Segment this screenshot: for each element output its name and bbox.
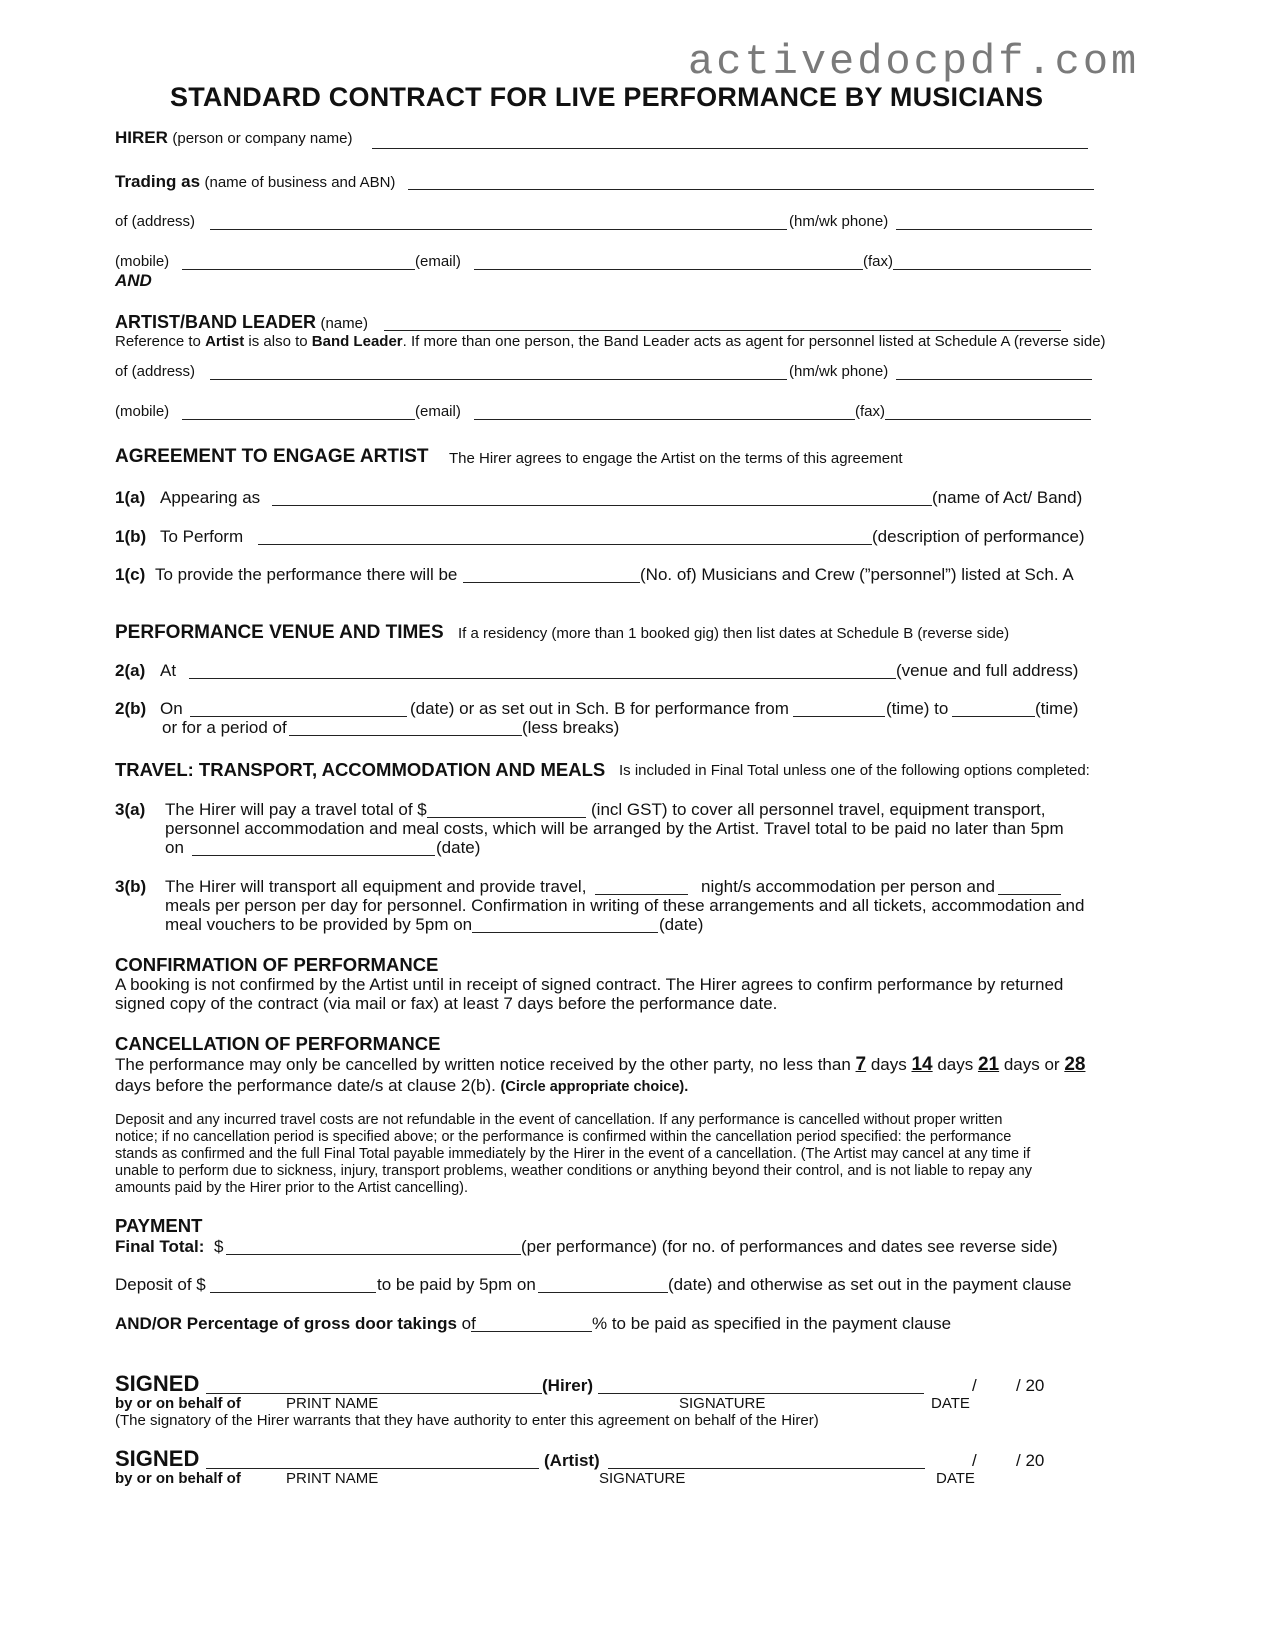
cancel-text: The performance may only be cancelled by written notice received by the other party, no less than bbox=[115, 1055, 856, 1074]
agreement-heading: AGREEMENT TO ENGAGE ARTIST bbox=[115, 446, 429, 467]
hirer-fax-label: (fax) bbox=[863, 253, 893, 270]
clause-3b-line3a: meal vouchers to be provided by 5pm on bbox=[165, 915, 473, 934]
clause-2b-on: On bbox=[160, 699, 183, 718]
deposit-amount-field[interactable] bbox=[210, 1292, 376, 1293]
hirer-phone-field[interactable] bbox=[896, 229, 1092, 230]
clause-2b-date: (date) or as set out in Sch. B for performance from bbox=[410, 699, 789, 718]
ref-artist: Artist bbox=[205, 333, 245, 350]
artist-mobile-field[interactable] bbox=[182, 419, 415, 420]
ref-leader: Band Leader bbox=[311, 333, 403, 350]
hirer-address-label: of (address) bbox=[115, 213, 196, 230]
cancel-text: days bbox=[866, 1055, 912, 1074]
agreement-note: The Hirer agrees to engage the Artist on the terms of this agreement bbox=[449, 450, 903, 467]
hirer-warrant-note: (The signatory of the Hirer warrants that they have authority to enter this agreement on behalf of the Hirer) bbox=[115, 1412, 819, 1429]
artist-role-label: (Artist) bbox=[544, 1451, 600, 1470]
deposit-date-field[interactable] bbox=[538, 1292, 668, 1293]
hirer-date-slash: / bbox=[972, 1376, 977, 1395]
performance-description-field[interactable] bbox=[258, 544, 872, 545]
percentage-row bbox=[115, 1314, 476, 1334]
musician-count-field[interactable] bbox=[463, 582, 640, 583]
artist-address-label: of (address) bbox=[115, 363, 196, 380]
hirer-print-name-field[interactable] bbox=[206, 1393, 542, 1394]
hirer-print-name-caption: PRINT NAME bbox=[286, 1395, 379, 1412]
start-time-field[interactable] bbox=[793, 716, 885, 717]
clause-2b-period: or for a period of bbox=[162, 718, 287, 737]
percentage-of: of bbox=[456, 1314, 476, 1333]
hirer-signed-label: SIGNED bbox=[115, 1371, 200, 1396]
hirer-address-field[interactable] bbox=[210, 229, 787, 230]
clause-1b-label: To Perform bbox=[160, 527, 244, 546]
clause-3a-line2: personnel accommodation and meal costs, which will be arranged by the Artist. Travel total to be paid no later than 5pm bbox=[165, 819, 1064, 838]
hirer-name-field[interactable] bbox=[372, 148, 1088, 149]
confirmation-date-field[interactable] bbox=[472, 932, 658, 933]
cancel-option-28[interactable]: 28 bbox=[1064, 1054, 1086, 1075]
performance-date-field[interactable] bbox=[190, 716, 407, 717]
travel-total-field[interactable] bbox=[427, 817, 586, 818]
hirer-role-label: (Hirer) bbox=[542, 1376, 594, 1395]
clause-3b-line1a: The Hirer will transport all equipment and provide travel, bbox=[165, 877, 587, 896]
cancel-text: days bbox=[932, 1055, 978, 1074]
clause-2b-num: 2(b) bbox=[115, 699, 147, 718]
final-total-field[interactable] bbox=[226, 1254, 521, 1255]
venue-field[interactable] bbox=[189, 678, 896, 679]
ref-text: . If more than one person, the Band Leader acts as agent for personnel listed at Schedule A (reverse side) bbox=[402, 333, 1106, 350]
venue-note: If a residency (more than 1 booked gig) then list dates at Schedule B (reverse side) bbox=[458, 625, 1010, 642]
clause-2b-time1: (time) to bbox=[886, 699, 949, 718]
deposit-paid-by: to be paid by 5pm on bbox=[377, 1275, 536, 1294]
artist-date-slash: / bbox=[972, 1451, 977, 1470]
artist-phone-label: (hm/wk phone) bbox=[789, 363, 889, 380]
clause-1c-label: To provide the performance there will be bbox=[155, 565, 458, 584]
clause-1b-num: 1(b) bbox=[115, 527, 147, 546]
meals-field[interactable] bbox=[998, 894, 1061, 895]
and-label: AND bbox=[115, 271, 152, 290]
clause-3b-num: 3(b) bbox=[115, 877, 147, 896]
artist-print-name-field[interactable] bbox=[206, 1468, 539, 1469]
artist-address-field[interactable] bbox=[210, 379, 787, 380]
artist-heading-row bbox=[115, 312, 368, 333]
artist-print-name-caption: PRINT NAME bbox=[286, 1470, 379, 1487]
hirer-signature-caption: SIGNATURE bbox=[679, 1395, 766, 1412]
hirer-signature-field[interactable] bbox=[598, 1393, 924, 1394]
end-time-field[interactable] bbox=[952, 716, 1035, 717]
cancellation-para-3: stands as confirmed and the full Final Total payable immediately by the Hirer in the event of a cancellation. (The Artist may cancel at any time if bbox=[115, 1146, 1031, 1162]
cancellation-line2 bbox=[115, 1076, 688, 1096]
clause-2a-label: At bbox=[160, 661, 177, 680]
cancellation-para-4: unable to perform due to sickness, injury, transport problems, weather conditions or anything beyond their control, and is not liable to repay any bbox=[115, 1163, 1032, 1179]
artist-behalf-label: by or on behalf of bbox=[115, 1470, 241, 1487]
hirer-heading-row bbox=[115, 128, 352, 148]
artist-signature-field[interactable] bbox=[608, 1468, 925, 1469]
trading-label: Trading as bbox=[115, 172, 201, 191]
hirer-phone-label: (hm/wk phone) bbox=[789, 213, 889, 230]
clause-3a-line3a: on bbox=[165, 838, 184, 857]
ref-text: is also to bbox=[244, 333, 312, 350]
act-name-field[interactable] bbox=[272, 505, 932, 506]
clause-3a-line1a: The Hirer will pay a travel total of $ bbox=[165, 800, 427, 819]
hirer-mobile-field[interactable] bbox=[182, 269, 415, 270]
clause-3b-line2: meals per person per day for personnel. Confirmation in writing of these arrangements and all tickets, accommodation and bbox=[165, 896, 1085, 915]
artist-signature-caption: SIGNATURE bbox=[599, 1470, 686, 1487]
cancellation-line1 bbox=[115, 1054, 1085, 1076]
clause-1c-suffix: (No. of) Musicians and Crew (”personnel”) listed at Sch. A bbox=[640, 565, 1074, 584]
confirmation-line2: signed copy of the contract (via mail or fax) at least 7 days before the performance date. bbox=[115, 994, 778, 1013]
cancel-option-7[interactable]: 7 bbox=[855, 1054, 867, 1075]
confirmation-line1: A booking is not confirmed by the Artist until in receipt of signed contract. The Hirer agrees to confirm performance by returned bbox=[115, 975, 1064, 994]
cancel-text: days before the performance date/s at clause 2(b). bbox=[115, 1076, 501, 1095]
percentage-suffix: % to be paid as specified in the payment clause bbox=[592, 1314, 952, 1333]
artist-reference bbox=[115, 333, 1106, 350]
cancellation-para-5: amounts paid by the Hirer prior to the Artist cancelling). bbox=[115, 1180, 468, 1196]
clause-1b-suffix: (description of performance) bbox=[872, 527, 1085, 546]
page-title: STANDARD CONTRACT FOR LIVE PERFORMANCE BY MUSICIANS bbox=[170, 82, 1044, 112]
clause-3a-line1b: (incl GST) to cover all personnel travel, equipment transport, bbox=[591, 800, 1046, 819]
cancel-option-14[interactable]: 14 bbox=[911, 1054, 933, 1075]
percentage-label: AND/OR Percentage of gross door takings bbox=[115, 1314, 457, 1333]
artist-phone-field[interactable] bbox=[896, 379, 1092, 380]
artist-email-label: (email) bbox=[415, 403, 461, 420]
cancellation-para-2: notice; if no cancellation period is specified above; or the performance is confirmed within the cancellation period specified: the performance bbox=[115, 1129, 1012, 1145]
ref-text: Reference to bbox=[115, 333, 206, 350]
payment-heading: PAYMENT bbox=[115, 1215, 203, 1236]
clause-3a-num: 3(a) bbox=[115, 800, 146, 819]
artist-mobile-label: (mobile) bbox=[115, 403, 170, 420]
percentage-field[interactable] bbox=[471, 1331, 592, 1332]
travel-payment-date-field[interactable] bbox=[192, 855, 435, 856]
artist-heading-note: (name) bbox=[320, 315, 368, 332]
hirer-date-caption: DATE bbox=[931, 1395, 970, 1412]
artist-name-field[interactable] bbox=[384, 330, 1061, 331]
hirer-heading: HIRER bbox=[115, 128, 168, 147]
clause-3b-line3b: (date) bbox=[659, 915, 704, 934]
travel-note: Is included in Final Total unless one of the following options completed: bbox=[619, 762, 1090, 779]
hirer-mobile-label: (mobile) bbox=[115, 253, 170, 270]
trading-row bbox=[115, 172, 395, 192]
watermark: activedocpdf.com bbox=[688, 38, 1140, 86]
deposit-label: Deposit of $ bbox=[115, 1275, 206, 1294]
artist-fax-label: (fax) bbox=[855, 403, 885, 420]
final-total-suffix: (per performance) (for no. of performances and dates see reverse side) bbox=[521, 1237, 1058, 1256]
clause-2a-num: 2(a) bbox=[115, 661, 146, 680]
hirer-email-label: (email) bbox=[415, 253, 461, 270]
artist-date-caption: DATE bbox=[936, 1470, 975, 1487]
artist-fax-field[interactable] bbox=[885, 419, 1091, 420]
cancellation-para-1: Deposit and any incurred travel costs are not refundable in the event of cancellation. If any performance is cancelled without proper written bbox=[115, 1112, 1003, 1128]
clause-1c-num: 1(c) bbox=[115, 565, 146, 584]
hirer-heading-note: (person or company name) bbox=[172, 130, 353, 147]
clause-1a-suffix: (name of Act/ Band) bbox=[932, 488, 1083, 507]
artist-date-year: / 20 bbox=[1016, 1451, 1045, 1470]
trading-note: (name of business and ABN) bbox=[204, 174, 396, 191]
cancellation-heading: CANCELLATION OF PERFORMANCE bbox=[115, 1033, 441, 1054]
cancel-text: days or bbox=[999, 1055, 1065, 1074]
clause-1a-label: Appearing as bbox=[160, 488, 261, 507]
clause-2a-suffix: (venue and full address) bbox=[896, 661, 1079, 680]
clause-3a-line3b: (date) bbox=[436, 838, 481, 857]
clause-2b-time2: (time) bbox=[1035, 699, 1079, 718]
nights-field[interactable] bbox=[595, 894, 688, 895]
cancel-option-21[interactable]: 21 bbox=[977, 1054, 1000, 1075]
final-total-dollar: $ bbox=[214, 1237, 224, 1256]
period-field[interactable] bbox=[289, 735, 522, 736]
travel-heading: TRAVEL: TRANSPORT, ACCOMMODATION AND MEALS bbox=[115, 759, 606, 780]
hirer-date-year: / 20 bbox=[1016, 1376, 1045, 1395]
clause-3b-line1b: night/s accommodation per person and bbox=[701, 877, 995, 896]
artist-heading: ARTIST/BAND LEADER bbox=[115, 312, 316, 332]
hirer-fax-field[interactable] bbox=[893, 269, 1091, 270]
confirmation-heading: CONFIRMATION OF PERFORMANCE bbox=[115, 954, 439, 975]
venue-heading: PERFORMANCE VENUE AND TIMES bbox=[115, 622, 444, 643]
deposit-suffix: (date) and otherwise as set out in the payment clause bbox=[668, 1275, 1072, 1294]
hirer-behalf-label: by or on behalf of bbox=[115, 1395, 241, 1412]
trading-field[interactable] bbox=[408, 189, 1094, 190]
artist-signed-label: SIGNED bbox=[115, 1446, 200, 1471]
artist-email-field[interactable] bbox=[474, 419, 855, 420]
circle-instruction: (Circle appropriate choice). bbox=[500, 1079, 689, 1095]
hirer-email-field[interactable] bbox=[474, 269, 863, 270]
clause-1a-num: 1(a) bbox=[115, 488, 146, 507]
clause-2b-breaks: (less breaks) bbox=[522, 718, 620, 737]
final-total-label: Final Total: bbox=[115, 1237, 205, 1256]
